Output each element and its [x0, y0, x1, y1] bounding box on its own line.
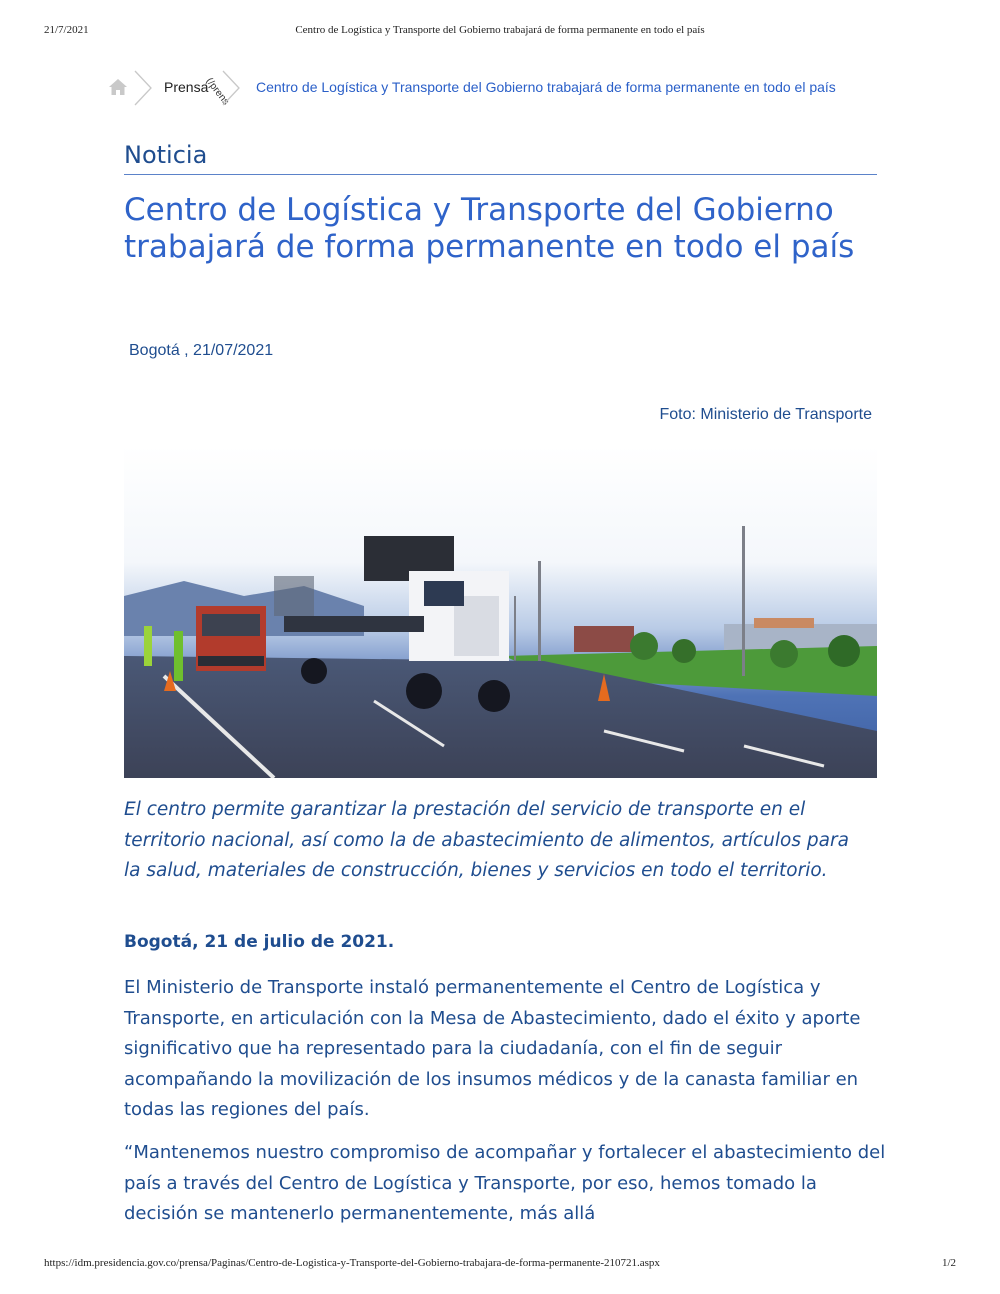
breadcrumb [108, 70, 898, 110]
article-title: Centro de Logística y Transporte del Gobierno trabajará de forma permanente en todo el país [124, 192, 855, 265]
article-paragraph: “Mantenemos nuestro compromiso de acompañar y fortalecer el abastecimiento del país a través del Centro de Logística y Transporte, por eso, hemos tomado la decisión se mantenerlo permanentemente, más allá [124, 1142, 886, 1224]
photo-credit: Foto: Ministerio de Transporte [659, 406, 872, 423]
article-dateline: Bogotá , 21/07/2021 [129, 342, 274, 359]
article-photo [124, 446, 877, 778]
chevron-right-icon [132, 70, 154, 106]
page-number: 1/2 [941, 1257, 956, 1269]
breadcrumb-item-prensa[interactable]: Prensa [164, 79, 209, 95]
home-icon[interactable] [108, 78, 128, 96]
section-divider [124, 174, 877, 175]
chevron-right-icon [220, 70, 242, 106]
print-footer [0, 1257, 1000, 1273]
print-url: https://idm.presidencia.gov.co/prensa/Paginas/Centro-de-Logistica-y-Transporte-del-Gobierno-trabajara-de-forma-permanente-210721.aspx [44, 1257, 660, 1269]
article-dateline-bold: Bogotá, 21 de julio de 2021. [124, 932, 395, 952]
print-title: Centro de Logística y Transporte del Gobierno trabajará de forma permanente en todo el país [295, 24, 705, 36]
article-paragraph: El Ministerio de Transporte instaló permanentemente el Centro de Logística y Transporte, en articulación con la Mesa de Abastecimiento, dado el éxito y aporte significativo que ha representado para la ciudadanía, con el fin de seguir acompañando la movilización de los insumos médicos y de la canasta familiar en todas las regiones del país. [124, 977, 861, 1120]
section-label: Noticia [124, 141, 208, 169]
article-lede: El centro permite garantizar la prestación del servicio de transporte en el territorio nacional, así como la de abastecimiento de alimentos, artículos para la salud, materiales de construcción, bienes y servicios en todo el territorio. [124, 799, 849, 881]
breadcrumb-slug: (/prens [203, 76, 232, 108]
print-date: 21/7/2021 [44, 24, 89, 36]
print-header [0, 24, 1000, 40]
breadcrumb-item-current[interactable]: Centro de Logística y Transporte del Gobierno trabajará de forma permanente en todo el país [256, 79, 836, 95]
